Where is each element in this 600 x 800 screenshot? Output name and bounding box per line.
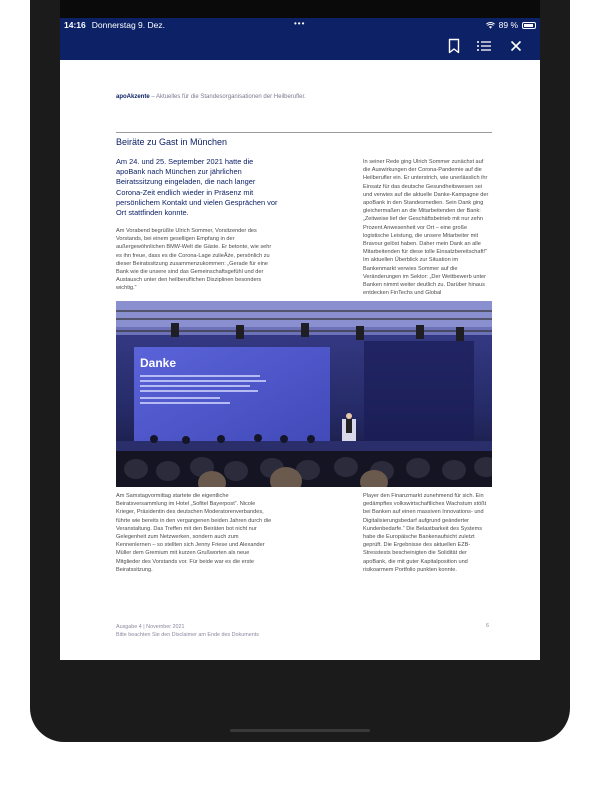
battery-percent: 89 % xyxy=(498,20,518,30)
page-footer xyxy=(116,623,259,639)
paragraph: Am Samstagvormittag startete die eigentliche Beiratsversammlung im Hotel „Sofitel Bayerpost“. Nicole Krieger, Präsidentin des deutschen Moderatorenverbandes, führte wie bereits in den vergangenen beiden Jahren durch die Veranstaltung. Das Treffen mit den Beiräten bot nicht nur Gelegenheit zum Netzwerken, sondern auch zum Kennenlernen – so stellten sich Jenny Friese und Alexander Müller dem Gremium mit kurzen Grußworten als neue Mitglieder des Vorstands vor. Für beide war es die erste Beiratssitzung. xyxy=(116,493,272,573)
right-column-2 xyxy=(363,492,491,574)
paragraph: Player den Finanzmarkt zunehmend für sich. Ein gedämpftes volkswirtschaftliches Wachstum stößt bei Banken auf einen massiven Innovations- und Digitalisierungsbedarf aufgrund geänderter Kundenbedarfe.“ Die Belastbarkeit des Systems habe die Europäische Bankenaufsicht zuletzt geprüft. Die Ergebnisse des aktuellen EZB-Stresstests bescheinigten die Solidität der apoBank, die mit guter Kapitalposition und risikoarmem Portfolio punkten konnte. xyxy=(363,493,487,573)
header-subtitle: – Aktuelles für die Standesorganisationen der Heilberufler. xyxy=(149,94,306,100)
page-header xyxy=(116,94,306,100)
article-lead: Am 24. und 25. September 2021 hatte die apoBank nach München zur jährlichen Beiratssitzung eingeladen, die nach langer Corona-Zeit endlich wieder in Präsenz mit persönlichem Kontakt und vielen Gesprächen vor Ort stattfinden konnte. xyxy=(116,157,278,218)
brand-name: apoAkzente xyxy=(116,94,150,100)
status-date: Donnerstag 9. Dez. xyxy=(91,20,165,30)
multitasking-dots[interactable]: ••• xyxy=(294,19,306,28)
article-title: Beiräte zu Gast in München xyxy=(116,137,228,147)
title-rule xyxy=(116,132,492,133)
issue-info: Ausgabe 4 | November 2021 xyxy=(116,624,185,630)
event-photo xyxy=(116,301,492,487)
home-indicator[interactable] xyxy=(230,729,370,732)
page-number: 6 xyxy=(486,623,489,629)
close-icon[interactable] xyxy=(508,38,524,54)
status-bar xyxy=(60,18,540,32)
paragraph: In seiner Rede ging Ulrich Sommer zunächst auf die Auswirkungen der Corona-Pandemie auf die Heilberufler ein. Er unterstrich, wie unerlässlich ihr Einsatz für das deutsche Gesundheitswesen sei und verwies auf die aktuelle Danke-Kampagne der apoBank in den Standesmedien. Sein Dank ging gleichermaßen an die Mitarbeitenden der Bank: „Zeitweise lief der Geschäftsbetrieb mit nur zehn Prozent Anwesenheit vor Ort – eine große logistische Leistung, die unsere Mitarbeiter mit Bravour gelöst haben. Daher mein Dank an alle Mitarbeitenden für diese tolle Einsatzbereitschaft!“ Im aktuellen Überblick zur Situation im Bankenmarkt verwies Sommer auf die Veränderungen im Sektor: „Der Wettbewerb unter Banken nimmt weiter deutlich zu. Darüber hinaus entdecken FinTechs und Global xyxy=(363,159,489,297)
document-page[interactable] xyxy=(60,60,540,660)
wifi-icon xyxy=(486,22,495,29)
left-column-2 xyxy=(116,492,272,574)
status-right xyxy=(486,20,536,30)
paragraph: Am Vorabend begrüßte Ulrich Sommer, Vorsitzender des Vorstands, bei einem geselligen Empfang in der außergewöhnlichen BMW-Welt die Gäste. Er betonte, wie sehr es ihn freue, dass es die Corona-Lage zulieĂźe, persönlich zu dieser Beiratssitzung zusammenzukommen: „Gerade für eine Bank wie die unsere sind das Gemeinschaftsgefühl und der Austausch unter den heilberuflichen Disziplinen besonders wichtig.“ xyxy=(116,228,272,292)
list-icon[interactable] xyxy=(476,38,492,54)
reader-toolbar xyxy=(60,32,540,60)
bookmark-icon[interactable] xyxy=(446,38,462,54)
left-column-1 xyxy=(116,227,278,293)
battery-icon xyxy=(522,22,536,29)
right-column-1 xyxy=(363,158,491,297)
disclaimer-note: Bitte beachten Sie den Disclaimer am Ende des Dokuments xyxy=(116,632,259,638)
status-time: 14:16 xyxy=(64,20,86,30)
slide-title: Danke xyxy=(140,356,177,370)
